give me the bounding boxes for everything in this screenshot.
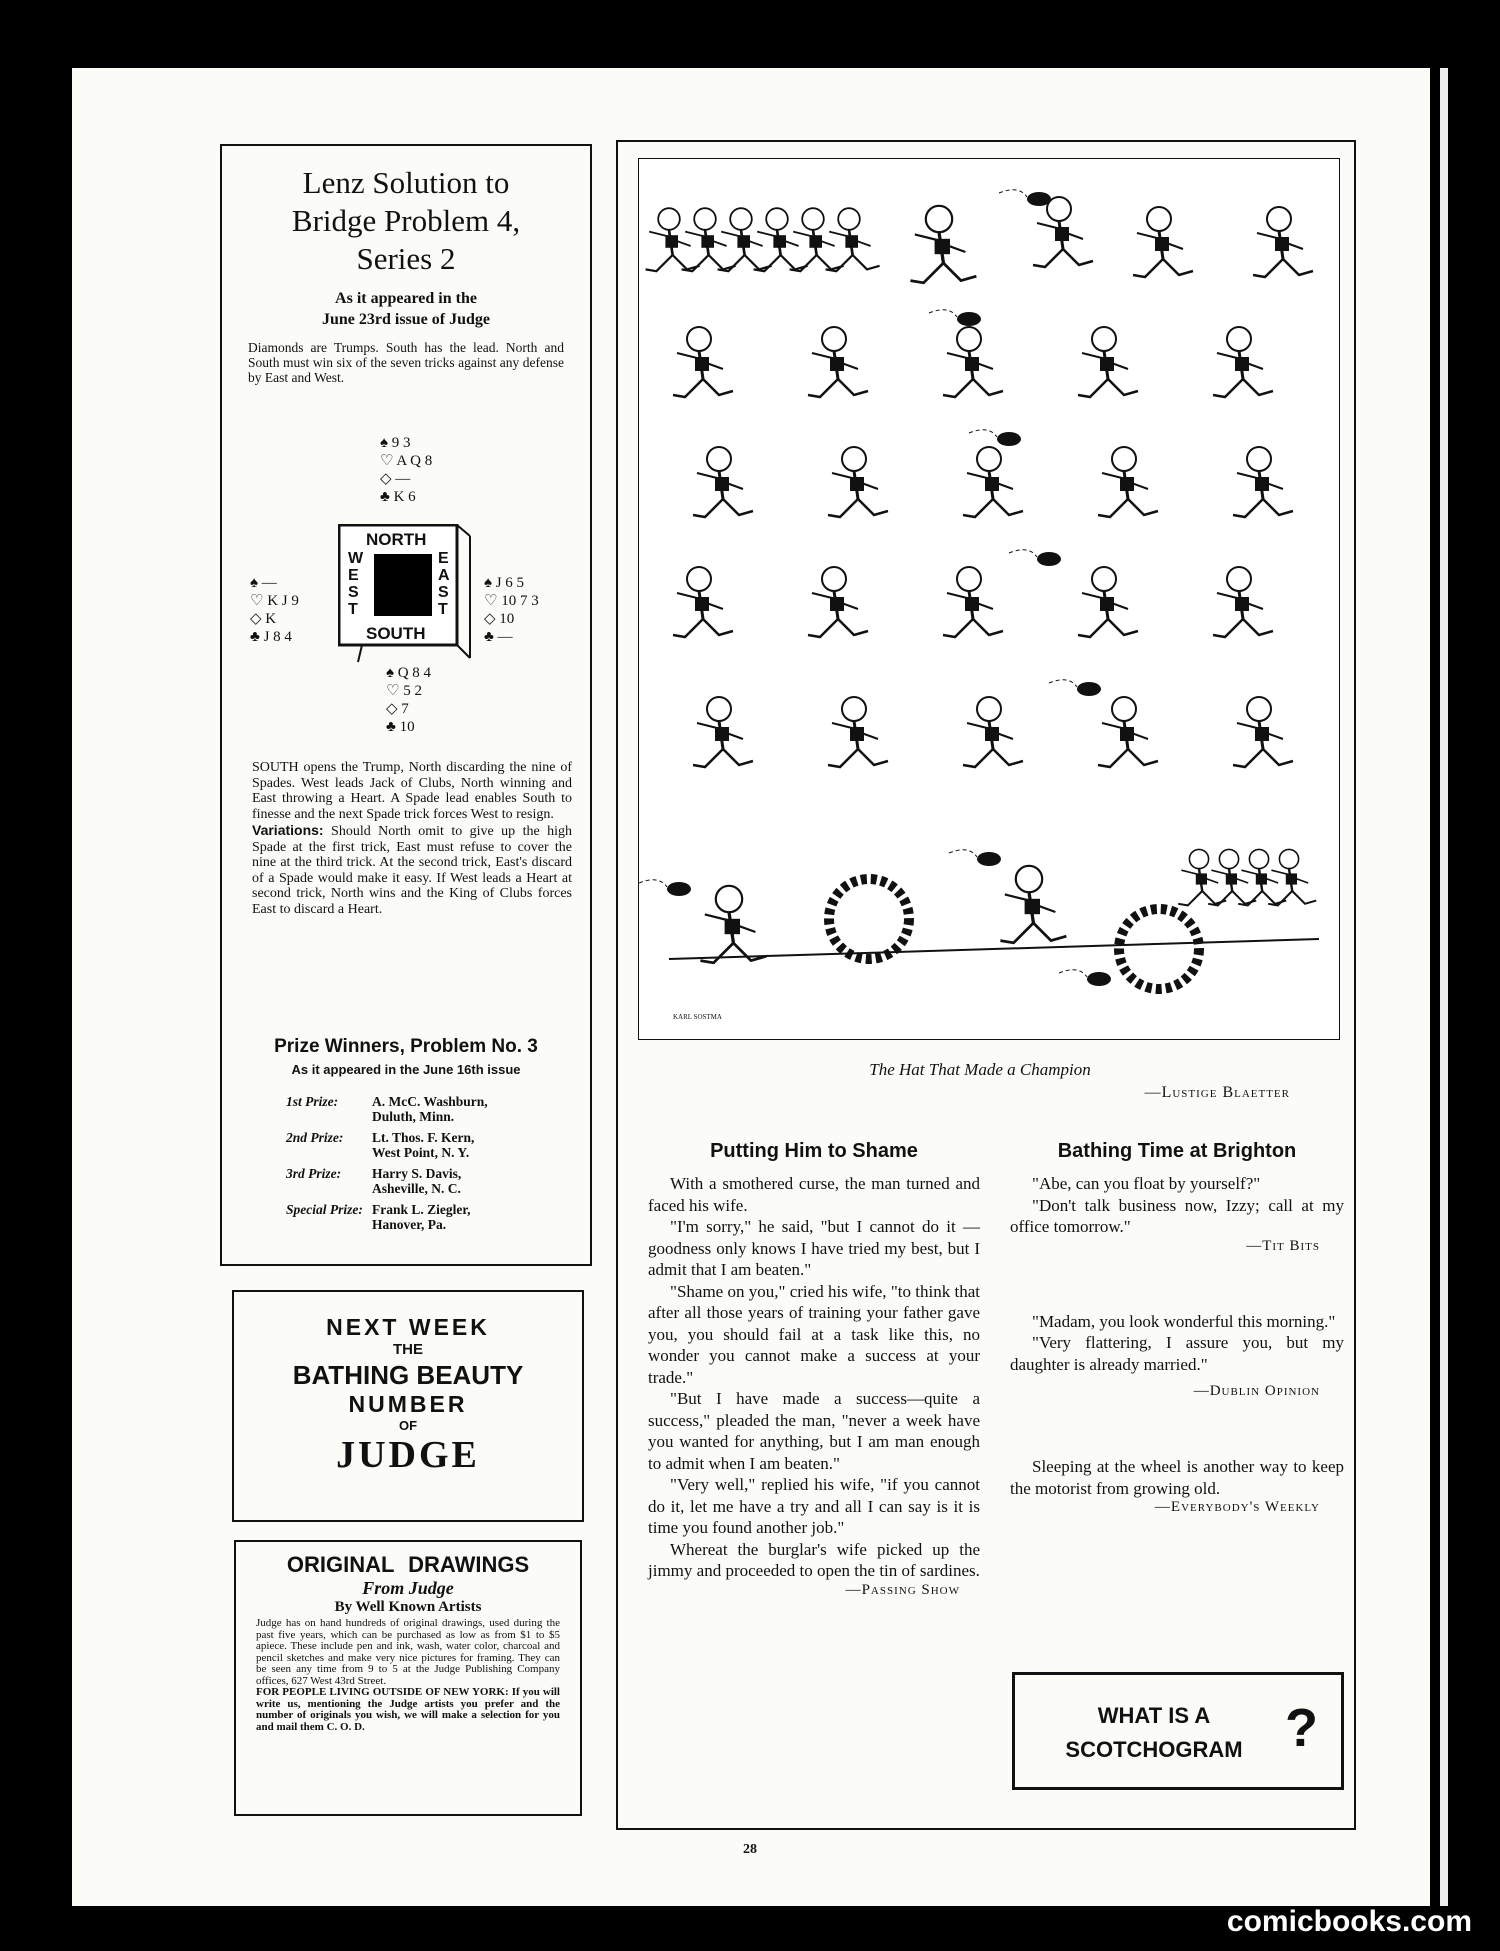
cartoon-hat: [1009, 550, 1061, 566]
cartoon-caption: The Hat That Made a Champion: [869, 1060, 1091, 1079]
prize-row: 1st Prize: A. McC. Washburn, Duluth, Minn.: [286, 1094, 488, 1124]
cartoon-hat: [929, 310, 981, 326]
compass-east: EAST: [438, 550, 450, 618]
sleeping-credit: —Everybody's Weekly: [1154, 1499, 1320, 1515]
finish-line: [669, 939, 1319, 959]
compass-west: WEST: [348, 550, 364, 618]
bridge-title: Lenz Solution to Bridge Problem 4, Series 2: [291, 165, 521, 276]
prize-row: 2nd Prize: Lt. Thos. F. Kern, West Point, N. Y.: [286, 1130, 475, 1160]
cartoon-runner: [700, 886, 766, 963]
cartoon-runner: [1253, 207, 1313, 277]
scotchogram-box: WHAT IS A SCOTCHOGRAM ?: [1012, 1672, 1344, 1790]
question-mark: ?: [1285, 1698, 1318, 1758]
cartoon-wreath: [1119, 909, 1199, 989]
facing-page-edge: [1440, 68, 1448, 1906]
madam-credit: —Dublin Opinion: [1193, 1383, 1320, 1399]
shame-title: Putting Him to Shame: [710, 1140, 918, 1162]
brighton-column: [1010, 1140, 1344, 1516]
cartoon-runner: [673, 327, 733, 397]
north-hand: ♠ 9 3 ♡ A Q 8 ◇ — ♣ K 6: [380, 435, 433, 505]
cartoon-signature: KARL SOSTMA: [673, 1013, 722, 1021]
prize-subtitle: As it appeared in the June 16th issue: [291, 1062, 521, 1077]
cartoon-hat: [1049, 680, 1101, 696]
cartoon-runner: [828, 447, 888, 517]
compass-south: SOUTH: [366, 624, 426, 643]
shame-credit: —Passing Show: [845, 1581, 960, 1598]
shame-column: [648, 1140, 980, 1599]
cartoon-spectator: [646, 208, 700, 271]
prize-row: 3rd Prize: Harry S. Davis, Asheville, N. C.: [286, 1166, 462, 1196]
cartoon-starter: [910, 206, 976, 283]
watermark: comicbooks.com: [1226, 1905, 1472, 1938]
cartoon-credit: —Lustige Blaetter: [1144, 1084, 1290, 1101]
cartoon-runner: [1033, 197, 1093, 267]
cartoon-runner: [1078, 567, 1138, 637]
cartoon-runner: [808, 567, 868, 637]
cartoon-runner: [1233, 447, 1293, 517]
cartoon-wreath: [829, 879, 909, 959]
cartoon-runner: [1133, 207, 1193, 277]
compass-north: NORTH: [366, 530, 427, 549]
cartoon-spectator: [826, 208, 880, 271]
bridge-intro: Diamonds are Trumps. South has the lead. North and South must win six of the seven tricks against any defense by East and West.: [248, 340, 564, 385]
cartoon-panel: [638, 158, 1340, 1040]
bridge-table-diagram: [338, 524, 472, 654]
cartoon-runner: [693, 447, 753, 517]
cartoon-runner: [963, 697, 1023, 767]
brighton-body: "Abe, can you float by yourself?" "Don't talk business now, Izzy; call at my office tomorrow.": [1010, 1174, 1344, 1236]
cartoon-spectator: [1268, 849, 1316, 905]
cartoon-spectator: [754, 208, 808, 271]
cartoon-runner: [1233, 697, 1293, 767]
cartoon-runner: [673, 567, 733, 637]
cartoon-hat: [949, 850, 1001, 866]
cartoon-runner: [963, 447, 1023, 517]
cartoon-runner: [808, 327, 868, 397]
cartoon-runner: [1000, 866, 1066, 943]
bridge-subtitle: As it appeared in the June 23rd issue of Judge: [321, 290, 491, 328]
cartoon-runner: [943, 327, 1003, 397]
cartoon-hat: [969, 430, 1021, 446]
cartoon-runner: [1098, 447, 1158, 517]
cartoon-runner: [693, 697, 753, 767]
cartoon-runner: [1078, 327, 1138, 397]
table-center-square: [374, 554, 432, 616]
original-drawings-box: ORIGINAL DRAWINGS From Judge By Well Known Artists Judge has on hand hundreds of original drawings, used during the past five years, which can be purchased as low as from $1 to $5 apiece. These include pen and ink, wash, water color, charcoal and pencil sketches and make very nice pictures for framing. They can be seen any time from 9 to 5 at the Judge Publishing Company offices, 627 West 43rd Street. FOR PEOPLE LIVING OUTSIDE OF NEW YORK: If you will write us, mentioning the Judge artists you prefer and the number of originals you wish, we will make a selection for you and mail them C. O. D.: [234, 1540, 582, 1816]
prize-row: Special Prize: Frank L. Ziegler, Hanover, Pa.: [286, 1202, 471, 1232]
cartoon-runner: [1213, 327, 1273, 397]
prize-winners: [222, 1036, 590, 1077]
cartoon-hat: [639, 880, 691, 896]
shame-body: With a smothered curse, the man turned and faced his wife. "I'm sorry," he said, "but I cannot do it — goodness only knows I have tried my best, but I admit that I am beaten." "Shame on you," cried his wife, "to think that after all those years of training your father gave you, you should fail at a task like this, no wonder you cannot make a success at your trade." "But I have made a success—quite a success," pleaded the man, "never a week have you wanted for anything, but I am man enough to admit when I am beaten." "Very well," replied his wife, "if you cannot do it, let me have a try and all I can say is it is time you found another job." Whereat the burglar's wife picked up the jimmy and proceeded to open the tin of sardines.: [648, 1174, 980, 1580]
west-hand: ♠ — ♡ K J 9 ◇ K ♣ J 8 4: [250, 575, 299, 645]
south-hand: ♠ Q 8 4 ♡ 5 2 ◇ 7 ♣ 10: [386, 665, 432, 735]
cartoon-spectator: [790, 208, 844, 271]
bridge-solution: SOUTH opens the Trump, North discarding the nine of Spades. West leads Jack of Clubs, North winning and East throwing a Heart. A Spade lead enables South to finesse and the next Spade trick forces West to resign. Variations: Should North omit to give up the high Spade at the first trick, East must refuse to cover the nine at the third trick. At the second trick, East's discard of a Spade would make it easy. If West leads a Heart at second trick, North wins and the King of Clubs forces East to discard a Heart.: [252, 760, 573, 917]
cartoon-runner: [1213, 567, 1273, 637]
cartoon-runner: [828, 697, 888, 767]
madam-body: "Madam, you look wonderful this morning." "Very flattering, I assure you, but my daughter is already married.": [1010, 1311, 1344, 1374]
cartoon-hat: [1059, 970, 1111, 986]
cartoon-drawing: [639, 159, 1339, 1039]
page-number: 28: [743, 1842, 757, 1857]
prize-list: [286, 1094, 586, 1232]
sleeping-body: Sleeping at the wheel is another way to keep the motorist from growing old.: [1010, 1457, 1344, 1498]
cartoon-hat: [999, 190, 1051, 206]
prize-title: Prize Winners, Problem No. 3: [274, 1036, 538, 1057]
brighton-credit: —Tit Bits: [1246, 1237, 1320, 1254]
cartoon-runner: [1098, 697, 1158, 767]
brighton-title: Bathing Time at Brighton: [1057, 1140, 1297, 1162]
next-week-box: NEXT WEEK THE BATHING BEAUTY NUMBER OF JUDGE: [232, 1290, 584, 1522]
cartoon-spectator: [718, 208, 772, 271]
cartoon-spectator: [682, 208, 736, 271]
cartoon-runner: [943, 567, 1003, 637]
east-hand: ♠ J 6 5 ♡ 10 7 3 ◇ 10 ♣ —: [484, 575, 539, 645]
